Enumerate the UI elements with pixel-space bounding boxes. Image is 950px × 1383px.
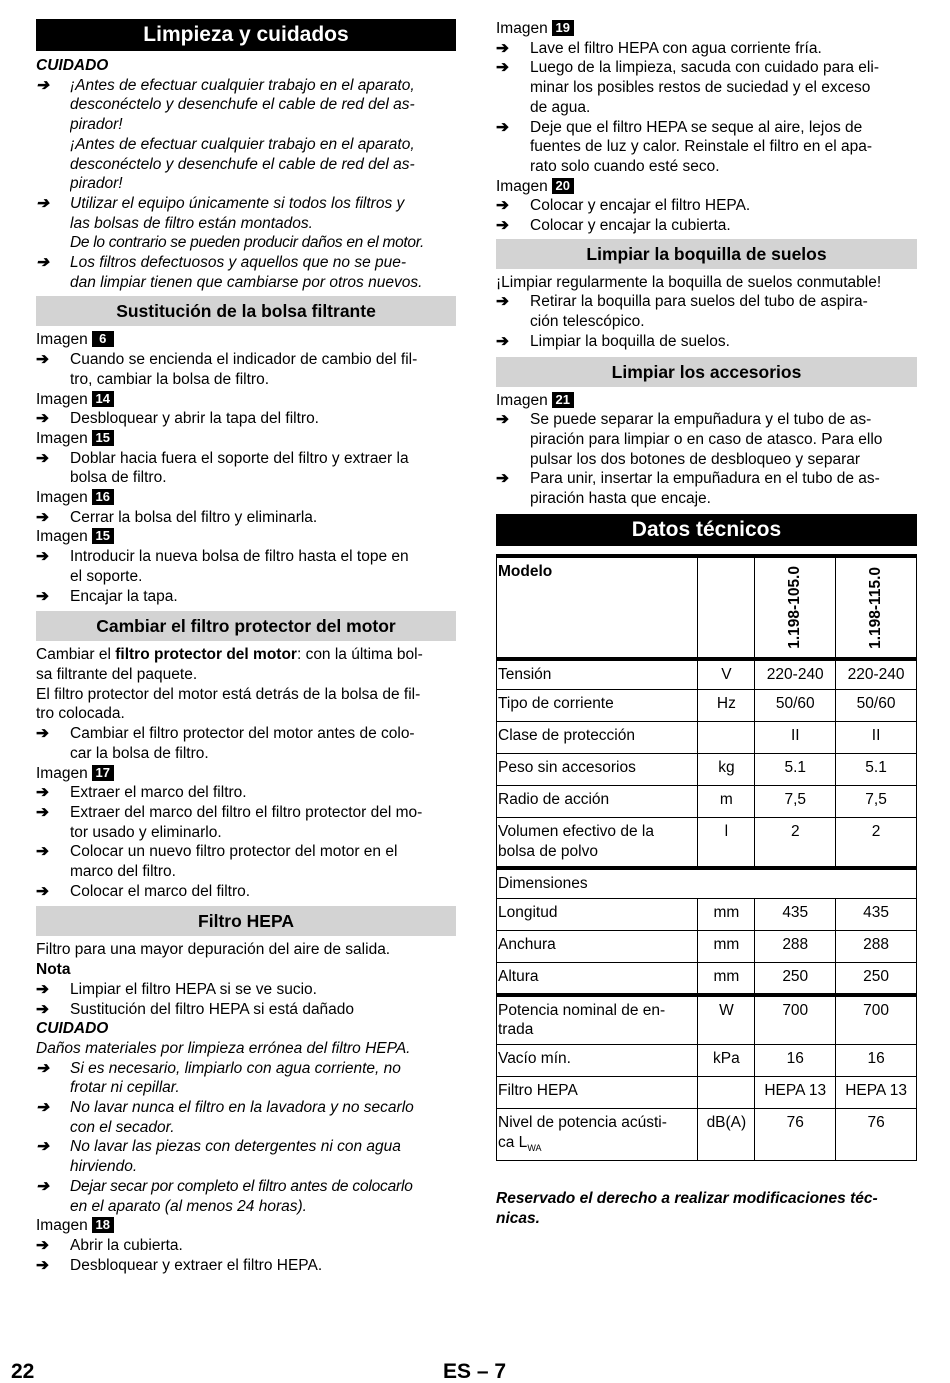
left-column xyxy=(36,19,456,1275)
bullet-item: ➔ Encajar la tapa. xyxy=(36,587,178,605)
table-row: Dimensiones xyxy=(497,868,917,899)
arrow-icon: ➔ xyxy=(36,843,49,861)
arrow-icon: ➔ xyxy=(496,217,509,235)
arrow-icon: ➔ xyxy=(36,1059,49,1077)
bullet-item: ➔ Introducir la nueva bolsa de filtro hasta el tope en el soporte. xyxy=(36,548,409,585)
table-row: Longitud mm 435 435 xyxy=(497,899,917,931)
figure-ref: Imagen 17 xyxy=(36,764,456,784)
arrow-icon: ➔ xyxy=(36,1177,49,1195)
figure-ref: Imagen 6 xyxy=(36,330,456,350)
arrow-icon: ➔ xyxy=(36,882,49,900)
arrow-icon: ➔ xyxy=(496,118,509,136)
bullet-item: ➔ Colocar y encajar la cubierta. xyxy=(496,217,731,235)
figure-ref: Imagen 16 xyxy=(36,488,456,508)
section-title-floor-nozzle: Limpiar la boquilla de suelos xyxy=(496,239,917,269)
paragraph: tro colocada. xyxy=(36,705,125,723)
technical-data-table xyxy=(496,554,917,1162)
arrow-icon: ➔ xyxy=(496,332,509,350)
figure-number-badge: 15 xyxy=(92,430,114,446)
figure-number-badge: 6 xyxy=(92,331,114,347)
table-row: Tensión V 220-240 220-240 xyxy=(497,659,917,690)
arrow-icon: ➔ xyxy=(496,293,509,311)
paragraph: Filtro para una mayor depuración del aire de salida. xyxy=(36,941,391,959)
table-row: Tipo de corriente Hz 50/60 50/60 xyxy=(497,690,917,722)
section-title-accessories: Limpiar los accesorios xyxy=(496,357,917,387)
table-row: Anchura mm 288 288 xyxy=(497,931,917,963)
figure-ref: Imagen 21 xyxy=(496,391,917,411)
bullet-item: ➔ Doblar hacia fuera el soporte del filtro y extraer la bolsa de filtro. xyxy=(36,449,409,487)
disclaimer-note: Reservado el derecho a realizar modificaciones téc- xyxy=(496,1190,878,1208)
table-row: Nivel de potencia acústi- ca $L_{WA}$ dB(A) 76 76 xyxy=(497,1109,917,1161)
bullet-item: ➔ Extraer el marco del filtro. xyxy=(36,784,247,802)
caution-label: CUIDADO xyxy=(36,57,109,74)
arrow-icon: ➔ xyxy=(36,1000,49,1018)
model-number: 1.198-115.0 xyxy=(867,567,885,650)
arrow-icon: ➔ xyxy=(36,76,49,94)
bullet-item: ➔ ¡Antes de efectuar cualquier trabajo en el aparato, desconéctelo y desenchufe el cable de red del as- pirador! ¡Antes de efectuar cualquier trabajo en el aparato, desconéctelo y desenchufe el cable de red del as- pirador! xyxy=(36,76,415,193)
bullet-item: ➔ Sustitución del filtro HEPA si está dañado xyxy=(36,1000,355,1018)
table-cell: Modelo xyxy=(497,556,698,659)
arrow-icon: ➔ xyxy=(496,470,509,488)
arrow-icon: ➔ xyxy=(36,725,49,743)
bullet-item: ➔ Deje que el filtro HEPA se seque al aire, lejos de fuentes de luz y calor. Reinstale el filtro en el apa- rato solo cuando esté seco. xyxy=(496,118,873,175)
bullet-item: ➔ Extraer del marco del filtro el filtro protector del mo- tor usado y eliminarlo. xyxy=(36,803,423,841)
section-title-cleaning: Limpieza y cuidados xyxy=(36,19,456,51)
arrow-icon: ➔ xyxy=(36,410,49,428)
bullet-item: ➔ Cambiar el filtro protector del motor antes de colo- car la bolsa de filtro. xyxy=(36,725,415,762)
table-row: Clase de protección II II xyxy=(497,722,917,754)
paragraph: Daños materiales por limpieza errónea del filtro HEPA. xyxy=(36,1039,411,1057)
figure-number-badge: 15 xyxy=(92,528,114,544)
section-title-technical-data: Datos técnicos xyxy=(496,514,917,546)
table-row: Radio de acción m 7,5 7,5 xyxy=(497,786,917,818)
figure-ref: Imagen 14 xyxy=(36,390,456,410)
bullet-item: ➔ Para unir, insertar la empuñadura en el tubo de as- piración hasta que encaje. xyxy=(496,470,880,508)
figure-ref: Imagen 19 xyxy=(496,19,917,39)
figure-ref: Imagen 20 xyxy=(496,177,917,197)
table-header-row xyxy=(497,556,917,659)
right-column xyxy=(496,19,917,1229)
paragraph: sa filtrante del paquete. xyxy=(36,665,198,683)
table-row: Altura mm 250 250 xyxy=(497,963,917,995)
figure-number-badge: 19 xyxy=(552,20,574,36)
arrow-icon: ➔ xyxy=(36,1256,49,1274)
arrow-icon: ➔ xyxy=(496,411,509,429)
bullet-item: ➔ Cerrar la bolsa del filtro y eliminarla. xyxy=(36,508,318,526)
bullet-item: ➔ Dejar secar por completo el filtro antes de colocarlo en el aparato (al menos 24 horas). xyxy=(36,1177,413,1215)
paragraph: Cambiar el filtro protector del motor: con la última bol- xyxy=(36,646,423,664)
caution-label: CUIDADO xyxy=(36,1020,109,1038)
disclaimer-note: nicas. xyxy=(496,1209,540,1227)
bullet-item: ➔ Colocar el marco del filtro. xyxy=(36,882,251,900)
bullet-item: ➔ Se puede separar la empuñadura y el tubo de as- piración para limpiar o en caso de atasco. Para ello pulsar los dos botones de desbloqueo y separar xyxy=(496,411,883,468)
model-number: 1.198-105.0 xyxy=(786,566,804,650)
figure-ref: Imagen 15 xyxy=(36,527,456,547)
bullet-item: ➔ Luego de la limpieza, sacuda con cuidado para eli- minar los posibles restos de suciedad y el exceso de agua. xyxy=(496,59,879,116)
bullet-item: ➔ Los filtros defectuosos y aquellos que no se pue- dan limpiar tienen que cambiarse por otros nuevos. xyxy=(36,254,423,291)
paragraph: El filtro protector del motor está detrás de la bolsa de fil- xyxy=(36,685,421,703)
page-number: 22 xyxy=(11,1360,35,1383)
bullet-item: ➔ Desbloquear y abrir la tapa del filtro. xyxy=(36,410,319,428)
section-title-hepa: Filtro HEPA xyxy=(36,906,456,936)
bullet-item: ➔ Limpiar el filtro HEPA si se ve sucio. xyxy=(36,980,317,998)
bullet-item: ➔ Colocar y encajar el filtro HEPA. xyxy=(496,197,751,215)
section-title-filter-bag: Sustitución de la bolsa filtrante xyxy=(36,296,456,326)
arrow-icon: ➔ xyxy=(36,587,49,605)
figure-number-badge: 18 xyxy=(92,1217,114,1233)
section-title-motor-filter: Cambiar el filtro protector del motor xyxy=(36,611,456,641)
figure-ref: Imagen 18 xyxy=(36,1216,456,1236)
bullet-item: ➔ Si es necesario, limpiarlo con agua corriente, no frotar ni cepillar. xyxy=(36,1059,401,1097)
arrow-icon: ➔ xyxy=(496,39,509,57)
arrow-icon: ➔ xyxy=(36,784,49,802)
figure-number-badge: 17 xyxy=(92,765,114,781)
bullet-item: ➔ Lave el filtro HEPA con agua corriente fría. xyxy=(496,39,822,57)
table-row: Peso sin accesorios kg 5.1 5.1 xyxy=(497,754,917,786)
figure-number-badge: 21 xyxy=(552,392,574,408)
bullet-item: ➔ No lavar nunca el filtro en la lavadora y no secarlo con el secador. xyxy=(36,1099,414,1136)
bullet-item: ➔ Retirar la boquilla para suelos del tubo de aspira- ción telescópico. xyxy=(496,293,868,331)
arrow-icon: ➔ xyxy=(36,980,49,998)
paragraph: ¡Limpiar regularmente la boquilla de suelos conmutable! xyxy=(496,273,882,291)
table-row: Potencia nominal de en- trada W 700 700 xyxy=(497,995,917,1045)
table-row: Volumen efectivo de la bolsa de polvo l 2 2 xyxy=(497,818,917,868)
bullet-item: ➔ Desbloquear y extraer el filtro HEPA. xyxy=(36,1256,323,1274)
arrow-icon: ➔ xyxy=(36,254,49,272)
arrow-icon: ➔ xyxy=(36,1138,49,1156)
bullet-item: ➔ Cuando se encienda el indicador de cambio del fil- tro, cambiar la bolsa de filtro. xyxy=(36,351,418,388)
figure-ref: Imagen 15 xyxy=(36,429,456,449)
figure-number-badge: 16 xyxy=(92,489,114,505)
arrow-icon: ➔ xyxy=(36,508,49,526)
bullet-item: ➔ Abrir la cubierta. xyxy=(36,1236,183,1254)
arrow-icon: ➔ xyxy=(496,197,509,215)
arrow-icon: ➔ xyxy=(36,1099,49,1117)
figure-number-badge: 20 xyxy=(552,178,574,194)
table-row: Filtro HEPA HEPA 13 HEPA 13 xyxy=(497,1077,917,1109)
figure-number-badge: 14 xyxy=(92,391,114,407)
language-page-label: ES – 7 xyxy=(443,1360,507,1383)
arrow-icon: ➔ xyxy=(496,59,509,77)
table-row: Vacío mín. kPa 16 16 xyxy=(497,1045,917,1077)
arrow-icon: ➔ xyxy=(36,1236,49,1254)
note-label: Nota xyxy=(36,961,71,979)
arrow-icon: ➔ xyxy=(36,803,49,821)
arrow-icon: ➔ xyxy=(36,194,49,212)
arrow-icon: ➔ xyxy=(36,548,49,566)
arrow-icon: ➔ xyxy=(36,449,49,467)
bullet-item: ➔ Colocar un nuevo filtro protector del motor en el marco del filtro. xyxy=(36,843,398,881)
bullet-item: ➔ Limpiar la boquilla de suelos. xyxy=(496,332,730,350)
bullet-item: ➔ Utilizar el equipo únicamente si todos los filtros y las bolsas de filtro están montados. De lo contrario se pueden producir daños en el motor. xyxy=(36,194,425,252)
arrow-icon: ➔ xyxy=(36,351,49,369)
bullet-item: ➔ No lavar las piezas con detergentes ni con agua hirviendo. xyxy=(36,1138,401,1176)
